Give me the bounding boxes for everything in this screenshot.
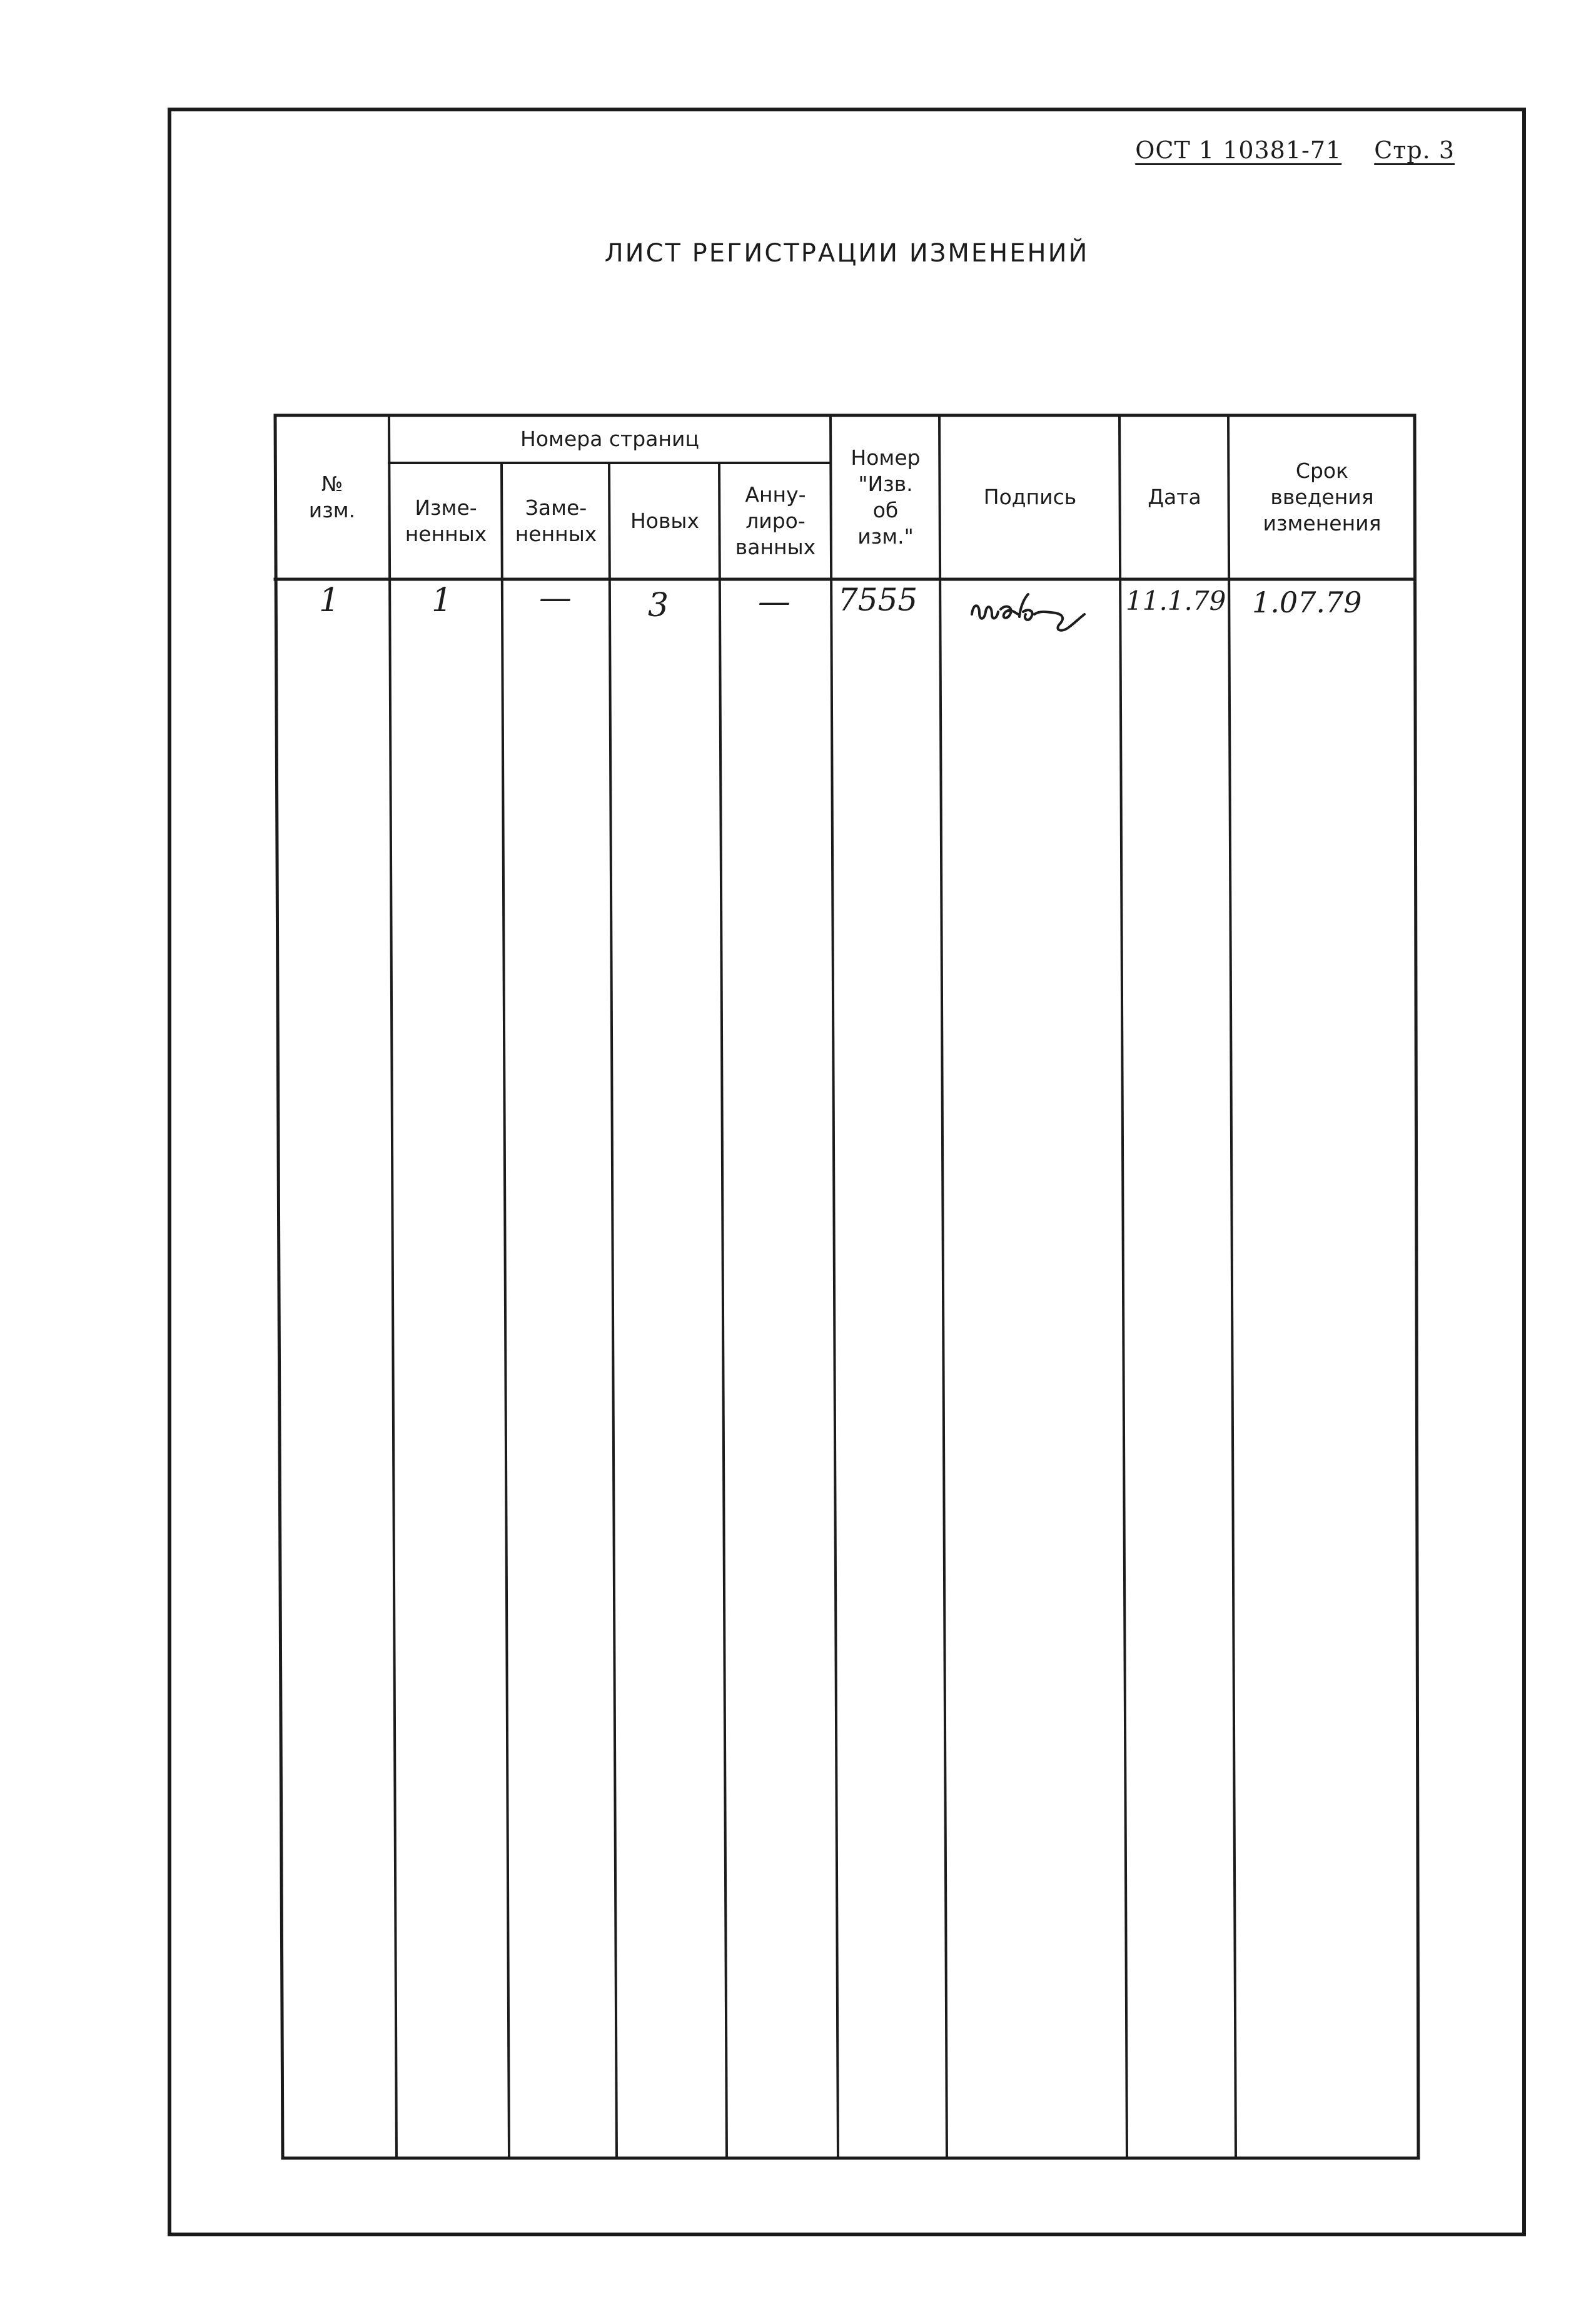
header-replaced-pages: Заме- ненных bbox=[515, 495, 597, 546]
header-new-pages: Новых bbox=[630, 509, 700, 533]
row-replaced-pages: — bbox=[539, 579, 572, 617]
header-notice-number: Номер "Изв. об изм." bbox=[851, 445, 921, 549]
column-line-10 bbox=[1415, 415, 1418, 2158]
column-line-6 bbox=[831, 415, 838, 2158]
header-change-number: № изм. bbox=[308, 472, 356, 522]
column-line-5 bbox=[719, 463, 727, 2158]
row-effective-date: 1.07.79 bbox=[1252, 586, 1362, 619]
header-effective-date: Срок введения изменения bbox=[1263, 459, 1381, 535]
header-signature: Подпись bbox=[983, 485, 1077, 509]
header-changed-pages: Изме- ненных bbox=[405, 495, 487, 546]
column-line-1 bbox=[275, 415, 283, 2158]
column-line-3 bbox=[502, 463, 509, 2158]
row-changed-pages: 1 bbox=[432, 582, 453, 619]
column-line-9 bbox=[1228, 415, 1236, 2158]
row-annulled-pages: — bbox=[758, 583, 790, 621]
row-new-pages: 3 bbox=[648, 587, 669, 624]
header-page-numbers: Номера страниц bbox=[520, 427, 699, 451]
page-number: Стр. 3 bbox=[1374, 136, 1455, 164]
page-title: ЛИСТ РЕГИСТРАЦИИ ИЗМЕНЕНИЙ bbox=[604, 239, 1089, 268]
column-line-4 bbox=[609, 463, 617, 2158]
row-date: 11.1.79 bbox=[1126, 586, 1226, 616]
column-line-2 bbox=[389, 415, 396, 2158]
column-line-8 bbox=[1119, 415, 1127, 2158]
row-change-number: 1 bbox=[319, 582, 340, 619]
column-line-7 bbox=[939, 415, 947, 2158]
document-code-text: ОСТ 1 10381-71 bbox=[1135, 136, 1342, 164]
header-annulled-pages: Анну- лиро- ванных bbox=[735, 482, 816, 559]
header-date: Дата bbox=[1148, 485, 1201, 509]
signature-handwritten bbox=[968, 589, 1093, 646]
row-notice-number: 7555 bbox=[838, 582, 918, 618]
